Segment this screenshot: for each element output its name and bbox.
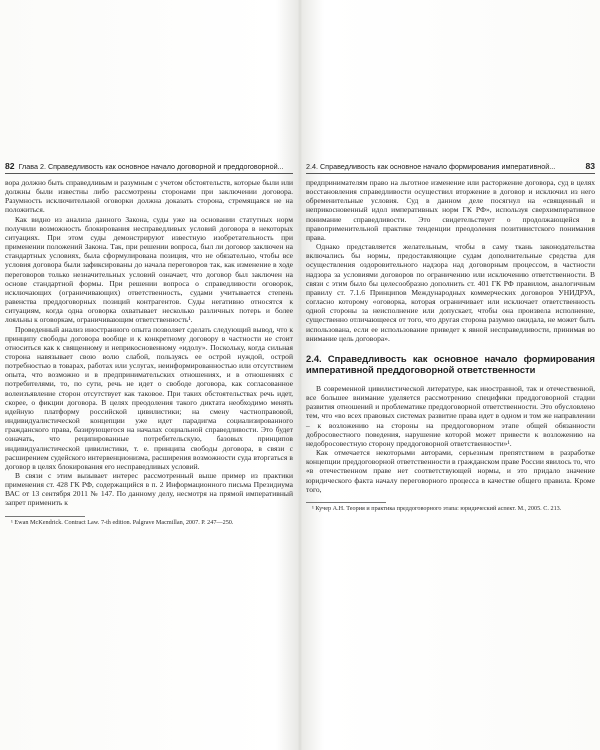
right-page <box>306 161 595 512</box>
left-page <box>5 161 293 526</box>
right-page-header <box>306 161 595 174</box>
paragraph: В современной цивилистической литературе, как иностранной, так и отечественной, все большее внимание уделяется рассмотрению специфики преддоговорной стадии развития отношений и проблематике преддоговорной ответственности. Это обусловлено тем, что «во всех правовых системах развитие права идет в одном и том же направлении – к возложению на стороны на преддоговорном этапе общей обязанности добросовестного поведения, нарушение которой может привести к возложению на недобросовестную сторону преддоговорной ответственности»¹. <box>306 384 595 448</box>
running-title: Глава 2. Справедливость как основное начало договорной и преддоговорной... <box>18 162 284 171</box>
right-page-body <box>306 178 595 494</box>
footnote-separator <box>306 502 386 503</box>
left-page-body <box>5 178 293 508</box>
paragraph: предпринимателям право на льготное изменение или расторжение договора, суд в целях восстановления справедливости осуществил вторжение в договор и исключил из него обременительные условия. Суд в данном деле посягнул на «священный и неприкосновенный идол императивных норм ГК РФ», используя сверхимперативное понимание справедливости. Это свидетельствует о продолжающейся в правоприменительной практике тенденции преодоления позитивистского понимания права. <box>306 178 595 242</box>
paragraph: вора должно быть справедливым и разумным с учетом обстоятельств, которые были или должны были известны либо рассмотрены сторонами при заключении договора. Разумность исключительной оговорки должна доказать сторона, стремящаяся не на положиться. <box>5 178 293 215</box>
page-number: 83 <box>585 161 595 171</box>
running-title: 2.4. Справедливость как основное начало формирования императивной... <box>306 162 556 171</box>
footnote: ¹ Кучер А.Н. Теория и практика преддоговорного этапа: юридический аспект. М., 2005. С. 213. <box>312 504 562 512</box>
footnote: ¹ Ewan McKendrick. Contract Law. 7-th edition. Palgrave Macmillan, 2007. P. 247—250. <box>11 518 234 526</box>
footnote-separator <box>5 516 85 517</box>
paragraph: Однако представляется желательным, чтобы в саму ткань законодательства включались бы нормы, предоставляющие судам дополнительные средства для осуществления оздоровительного надзора над договорным процессом, в частности надзора за условиями договоров по ограничению или исключению ответственности. В связи с этим было бы целесообразно дополнить ст. 401 ГК РФ правилом, аналогичным правилу ст. 7.1.6 Принципов Международных коммерческих договоров УНИДРУА, согласно которому «оговорка, которая ограничивает или исключает ответственность одной стороны за неисполнение или допускает, чтобы она произвела исполнение, существенно отличающееся от того, что другая сторона разумно ожидала, не может быть использована, если ее использование приведет к явной несправедливости, принимая во внимание цель договора». <box>306 242 595 343</box>
paragraph: Как отмечается некоторыми авторами, серьезным препятствием в разработке концепции преддоговорной ответственности в гражданском праве России явилось то, что «в отечественном праве нет соответствующей нормы, и это придало значение юридического факта началу переговорного процесса в качестве общего правила. Кроме того, <box>306 448 595 494</box>
paragraph: В связи с этим вызывает интерес рассмотренный выше пример из практики применения ст. 428 ГК РФ, содержащийся в п. 2 Информационного письма Президиума ВАС от 13 сентября 2011 № 147. По данному делу, несмотря на прямой императивный запрет применить к <box>5 471 293 508</box>
paragraph: Проведенный анализ иностранного опыта позволяет сделать следующий вывод, что к принципу свободы договора вообще и к конкретному договору в частности не стоит относиться как к священному и неприкосновенному «идолу». Поскольку, когда сильная сторона навязывает свою волю слабой, пользуясь ее острой нуждой, острой потребностью в товарах, работах или услугах, неинформированностью или отсутствием опыта, что возможно и в предпринимательских отношениях, и в отношениях с потребителями, то, по сути, речь не идет о свободе договора, как согласованное волеизъявление сторон отсутствует как таковое. При таких обстоятельствах речь идет, скорее, о фикции договора. В целях преодоления такого диктата необходимо менять идейную платформу российской цивилистики; на смену частноправовой, индивидуалистической концепции уже идет парадигма социализированного гражданского права, базирующегося на началах социальной справедливости. Это будет означать, что реципированные потребительскую, базовых принципов индивидуалистической цивилистики, т. е. принципа свободы договора, в связи с расширением судейского интервенционизма, расширения возможности суда вторгаться в договор в целях блокирования его несправедливых условий. <box>5 324 293 471</box>
section-heading: 2.4. Справедливость как основное начало формирования императивной преддоговорной ответственности <box>306 352 595 376</box>
page-number: 82 <box>5 161 15 171</box>
paragraph: Как видно из анализа данного Закона, суды уже на основании статутных норм получили возможность блокирования несправедливых условий договора в некоторых ситуациях. При этом суды демонстрируют известную изобретательность при применении положений Закона. Так, при решении вопроса, был ли договор заключен на стандартных условиях, была сформулирована позиция, что не обязательно, чтобы все условия договора были зафиксированы до начала переговоров так, как изменение в ходе переговоров только незначительных условий означает, что договор был заключен на основе стандартной формы. При решении вопроса о справедливости оговорок, исключающих (ограничивающих) ответственность, судами учитывается степень равенства преддоговорных позиций контрагентов. Суды негативно относятся к ситуациям, когда одна оговорка охватывает несколько различных потерь и более лояльны к оговоркам, ограничивающим ответственность¹. <box>5 214 293 325</box>
left-page-header <box>5 161 293 174</box>
